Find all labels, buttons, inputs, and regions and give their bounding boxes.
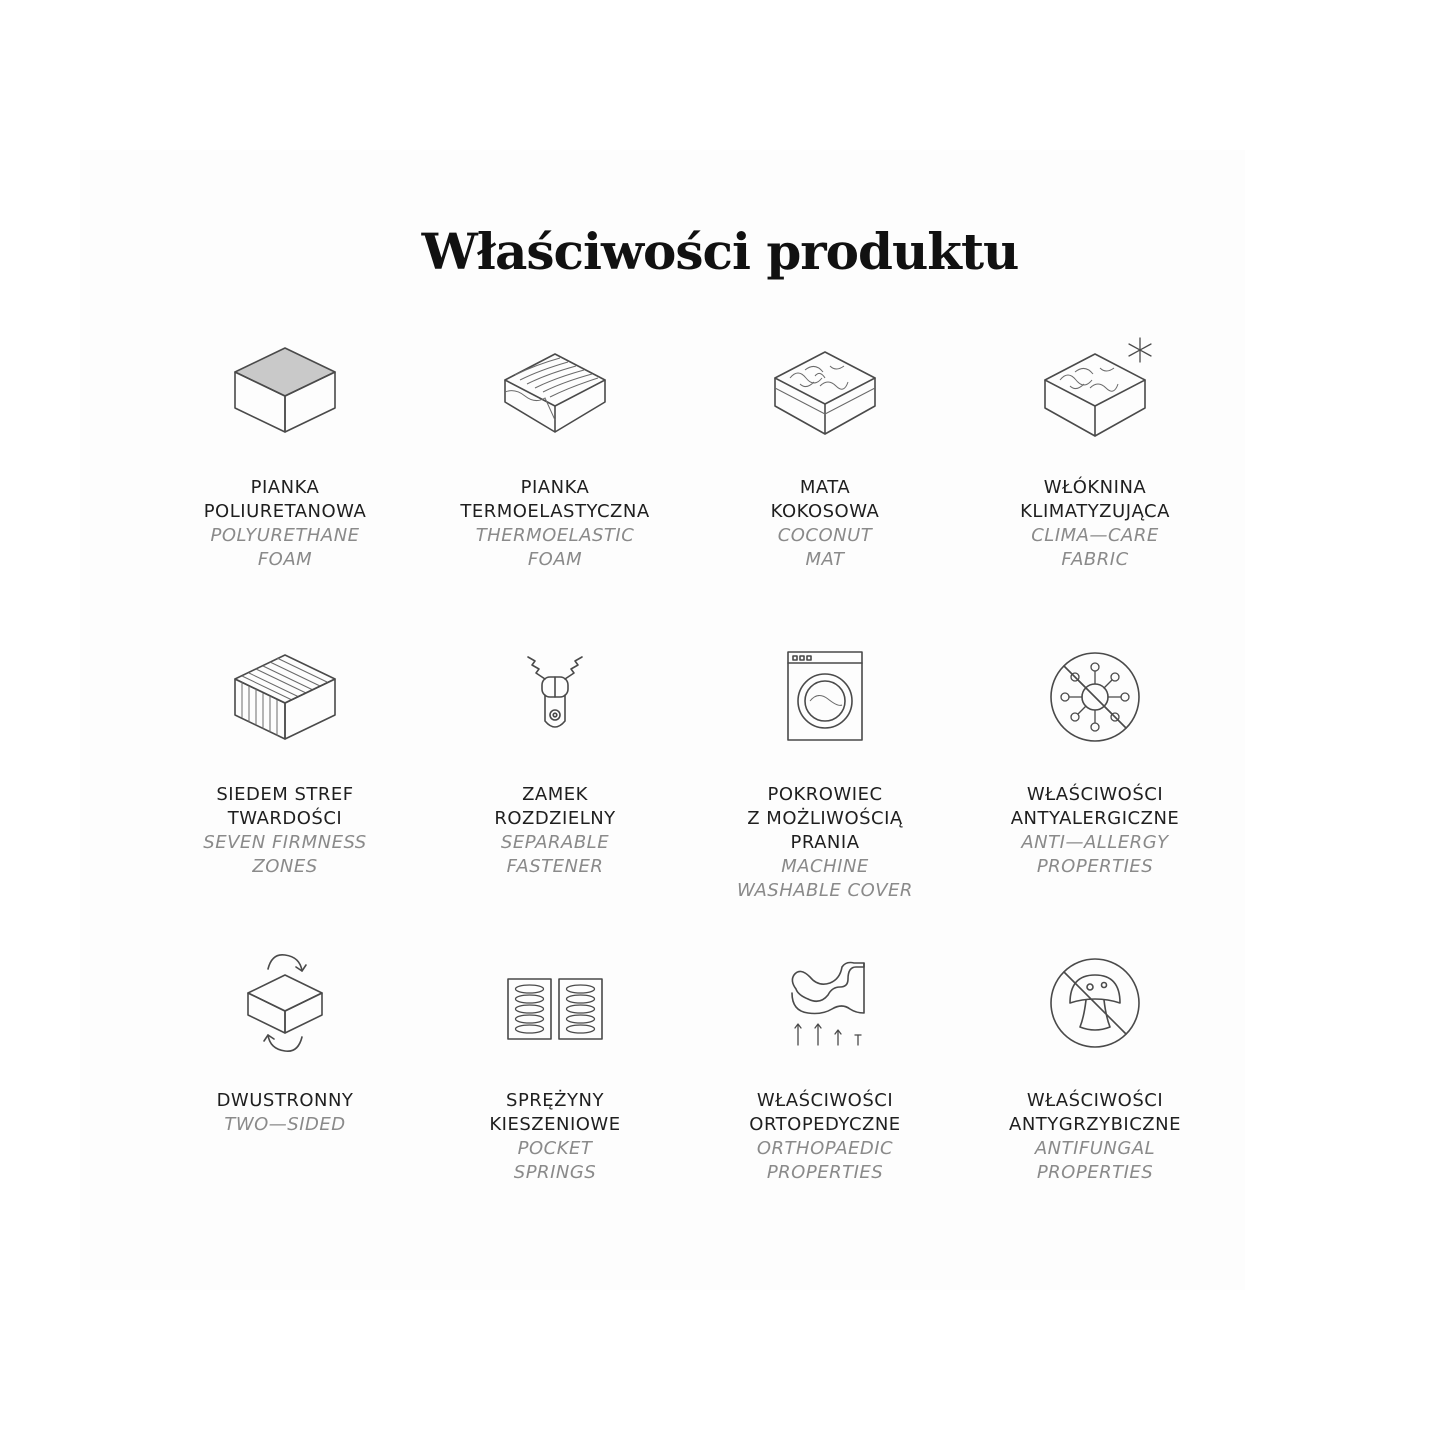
feature-label-pl: KLIMATYZUJĄCA [1020, 501, 1170, 522]
wave-foam-icon [490, 340, 620, 440]
feature-label-en: ZONES [252, 856, 318, 877]
feature-washable-cover [690, 647, 960, 903]
feature-orthopaedic [690, 953, 960, 1185]
feature-polyurethane-foam [150, 340, 420, 572]
feature-thermoelastic-foam [420, 340, 690, 572]
pocket-springs-icon [490, 953, 620, 1053]
feature-label-en: FASTENER [506, 856, 604, 877]
feature-label-en: POLYURETHANE [210, 525, 360, 546]
feature-label-pl: SPRĘŻYNY [506, 1090, 604, 1111]
feature-label-en: FOAM [527, 549, 583, 570]
feature-label-pl: ZAMEK [522, 784, 588, 805]
feature-antifungal [960, 953, 1230, 1185]
orthopaedic-icon [760, 953, 890, 1053]
feature-label-pl: POLIURETANOWA [203, 501, 367, 522]
feature-coconut-mat [690, 340, 960, 572]
feature-label-pl: ANTYGRZYBICZNE [1009, 1114, 1181, 1135]
feature-label-en: PROPERTIES [1036, 1162, 1154, 1183]
feature-label-en: THERMOELASTIC [475, 525, 635, 546]
feature-label-pl: PIANKA [520, 477, 590, 498]
feature-label-en: COCONUT [777, 525, 873, 546]
feature-label-pl: POKROWIEC [767, 784, 883, 805]
feature-label-pl: WŁÓKNINA [1043, 477, 1147, 498]
anti-allergy-icon [1030, 647, 1160, 747]
feature-label-pl: SIEDEM STREF [216, 784, 354, 805]
feature-label-en: PROPERTIES [766, 1162, 884, 1183]
feature-label-pl: MATA [799, 477, 851, 498]
feature-separable-fastener [420, 647, 690, 879]
feature-label-en: PROPERTIES [1036, 856, 1154, 877]
feature-label-en: MACHINE [781, 856, 869, 877]
feature-label-pl: ANTYALERGICZNE [1010, 808, 1180, 829]
feature-label-en: TWO—SIDED [224, 1114, 346, 1135]
feature-label-en: FABRIC [1061, 549, 1129, 570]
feature-label-en: SEPARABLE [500, 832, 610, 853]
feature-pocket-springs [420, 953, 690, 1185]
antifungal-icon [1030, 953, 1160, 1053]
feature-label-pl: WŁAŚCIWOŚCI [756, 1090, 894, 1111]
feature-seven-zones [150, 647, 420, 879]
feature-label-en: SPRINGS [513, 1162, 597, 1183]
feature-label-pl: TWARDOŚCI [227, 808, 343, 829]
feature-label-en: ANTIFUNGAL [1034, 1138, 1156, 1159]
feature-two-sided [150, 953, 420, 1137]
coconut-mat-icon [760, 340, 890, 440]
feature-label-en: FOAM [257, 549, 313, 570]
feature-label-en: ORTHOPAEDIC [756, 1138, 894, 1159]
feature-label-pl: PRANIA [790, 832, 860, 853]
feature-label-pl: WŁAŚCIWOŚCI [1026, 1090, 1164, 1111]
feature-label-pl: ROZDZIELNY [494, 808, 616, 829]
feature-label-pl: TERMOELASTYCZNA [460, 501, 650, 522]
feature-label-pl: ORTOPEDYCZNE [749, 1114, 901, 1135]
clima-fabric-icon [1030, 340, 1160, 440]
feature-label-en: SEVEN FIRMNESS [203, 832, 367, 853]
feature-label-pl: KIESZENIOWE [489, 1114, 621, 1135]
feature-label-pl: DWUSTRONNY [216, 1090, 354, 1111]
feature-label-pl: Z MOŻLIWOŚCIĄ [747, 808, 903, 829]
washing-machine-icon [760, 647, 890, 747]
page-title: Właściwości produktu [421, 222, 1019, 281]
zones-block-icon [220, 647, 350, 747]
two-sided-icon [220, 953, 350, 1053]
snowflake-icon [1129, 338, 1151, 362]
feature-label-pl: KOKOSOWA [770, 501, 880, 522]
feature-clima-care-fabric [960, 340, 1230, 572]
feature-label-en: POCKET [517, 1138, 593, 1159]
feature-label-en: CLIMA—CARE [1031, 525, 1159, 546]
feature-anti-allergy [960, 647, 1230, 879]
foam-block-icon [220, 340, 350, 440]
feature-label-pl: WŁAŚCIWOŚCI [1026, 784, 1164, 805]
feature-label-en: MAT [805, 549, 845, 570]
feature-label-en: ANTI—ALLERGY [1021, 832, 1169, 853]
zipper-icon [490, 647, 620, 747]
feature-label-pl: PIANKA [250, 477, 320, 498]
feature-label-en: WASHABLE COVER [737, 880, 913, 901]
